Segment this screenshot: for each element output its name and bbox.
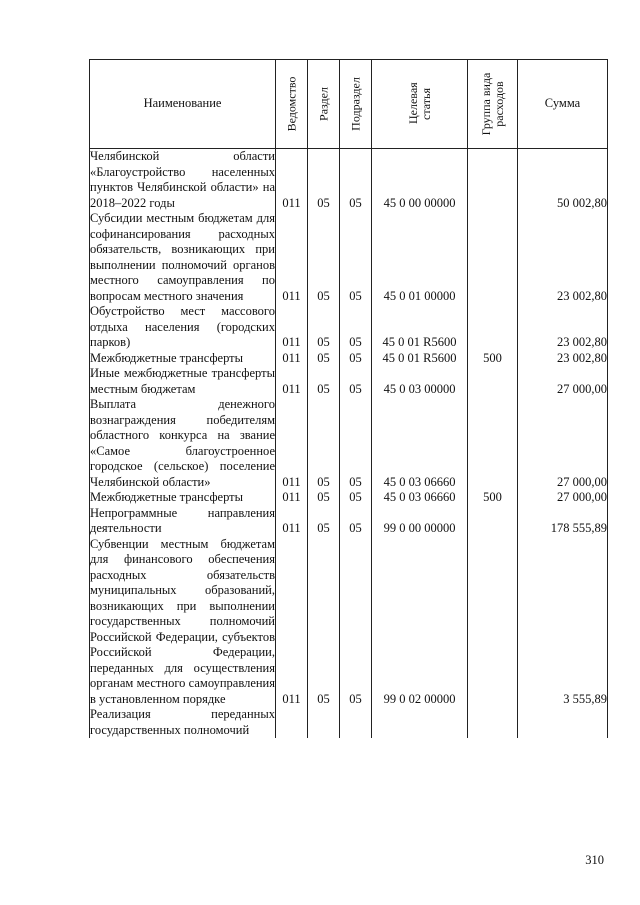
- row-razdel: 05: [308, 506, 340, 537]
- row-razdel: 05: [308, 149, 340, 212]
- row-gruppa: [468, 707, 518, 738]
- row-summa: 50 002,80: [518, 149, 608, 212]
- row-tselevaya-statya: 45 0 01 00000: [372, 211, 468, 304]
- table-row: [90, 506, 608, 537]
- row-razdel: [308, 707, 340, 738]
- row-name: Выплата денежного вознаграждения победителям областного конкурса на звание «Самое благоустроенное городское (сельское) поселение Челябинской области»: [90, 397, 275, 489]
- row-vedomstvo: 011: [276, 211, 308, 304]
- row-name: Обустройство мест массового отдыха населения (городских парков): [90, 304, 275, 349]
- row-razdel: 05: [308, 490, 340, 506]
- row-podrazdel: 05: [340, 211, 372, 304]
- page-number: 310: [585, 853, 604, 867]
- table-row: [90, 149, 608, 212]
- table-row: [90, 351, 608, 367]
- row-vedomstvo: 011: [276, 506, 308, 537]
- row-tselevaya-statya: 99 0 02 00000: [372, 537, 468, 708]
- row-tselevaya-statya: [372, 707, 468, 738]
- row-vedomstvo: [276, 707, 308, 738]
- row-name: Иные межбюджетные трансферты местным бюджетам: [90, 366, 275, 396]
- table-row: [90, 397, 608, 490]
- row-summa: 23 002,80: [518, 351, 608, 367]
- row-gruppa: 500: [468, 490, 518, 506]
- budget-table: [89, 59, 608, 738]
- row-podrazdel: 05: [340, 366, 372, 397]
- row-tselevaya-statya: 45 0 01 R5600: [372, 304, 468, 351]
- row-tselevaya-statya: 45 0 03 06660: [372, 397, 468, 490]
- row-podrazdel: 05: [340, 537, 372, 708]
- row-gruppa: [468, 149, 518, 212]
- row-summa: 27 000,00: [518, 397, 608, 490]
- row-summa: 23 002,80: [518, 211, 608, 304]
- row-razdel: 05: [308, 211, 340, 304]
- header-gruppa-vida-rashodov: Группа вида расходов: [468, 60, 518, 149]
- row-tselevaya-statya: 45 0 01 R5600: [372, 351, 468, 367]
- row-name: Реализация переданных государственных полномочий: [90, 707, 275, 737]
- row-vedomstvo: 011: [276, 537, 308, 708]
- row-podrazdel: 05: [340, 490, 372, 506]
- row-name: Межбюджетные трансферты: [90, 490, 276, 506]
- table-header-row: [90, 60, 608, 149]
- row-summa: 23 002,80: [518, 304, 608, 351]
- header-vedomstvo: Ведомство: [276, 60, 308, 149]
- row-razdel: 05: [308, 397, 340, 490]
- row-podrazdel: 05: [340, 506, 372, 537]
- table-row: [90, 707, 608, 738]
- row-podrazdel: [340, 707, 372, 738]
- table-row: [90, 366, 608, 397]
- row-gruppa: [468, 304, 518, 351]
- row-tselevaya-statya: 45 0 00 00000: [372, 149, 468, 212]
- table-row: [90, 490, 608, 506]
- row-tselevaya-statya: 45 0 03 00000: [372, 366, 468, 397]
- row-summa: 27 000,00: [518, 490, 608, 506]
- row-vedomstvo: 011: [276, 490, 308, 506]
- row-summa: [518, 707, 608, 738]
- row-summa: 178 555,89: [518, 506, 608, 537]
- row-name: Непрограммные направления деятельности: [90, 505, 275, 535]
- header-name: Наименование: [90, 60, 276, 149]
- header-podrazdel: Подраздел: [340, 60, 372, 149]
- row-podrazdel: 05: [340, 397, 372, 490]
- row-summa: 3 555,89: [518, 537, 608, 708]
- row-gruppa: [468, 211, 518, 304]
- row-vedomstvo: 011: [276, 397, 308, 490]
- row-vedomstvo: 011: [276, 366, 308, 397]
- row-razdel: 05: [308, 304, 340, 351]
- row-vedomstvo: 011: [276, 149, 308, 212]
- row-razdel: 05: [308, 537, 340, 708]
- row-podrazdel: 05: [340, 304, 372, 351]
- row-gruppa: 500: [468, 351, 518, 367]
- row-razdel: 05: [308, 351, 340, 367]
- row-gruppa: [468, 537, 518, 708]
- row-name: Челябинской области «Благоустройство населенных пунктов Челябинской области» на 2018–2022 годы: [90, 149, 275, 210]
- row-gruppa: [468, 366, 518, 397]
- header-summa: Сумма: [518, 60, 608, 149]
- row-vedomstvo: 011: [276, 351, 308, 367]
- header-razdel: Раздел: [308, 60, 340, 149]
- row-summa: 27 000,00: [518, 366, 608, 397]
- row-tselevaya-statya: 99 0 00 00000: [372, 506, 468, 537]
- row-razdel: 05: [308, 366, 340, 397]
- header-tselevaya-statya: Целевая статья: [372, 60, 468, 149]
- row-name: Субсидии местным бюджетам для софинансирования расходных обязательств, возникающих при выполнении полномочий органов местного самоуправления по вопросам местного значения: [90, 211, 275, 303]
- row-name: Межбюджетные трансферты: [90, 351, 276, 367]
- row-vedomstvo: 011: [276, 304, 308, 351]
- row-podrazdel: 05: [340, 351, 372, 367]
- table-row: [90, 211, 608, 304]
- row-name: Субвенции местным бюджетам для финансового обеспечения расходных обязательств муниципальных образований, возникающих при выполнении государственных полномочий Российской Федерации, субъектов Российской Федерации, переданных для осуществления органам местного самоуправления в установленном порядке: [90, 536, 275, 706]
- table-row: [90, 304, 608, 351]
- table-row: [90, 537, 608, 708]
- row-tselevaya-statya: 45 0 03 06660: [372, 490, 468, 506]
- row-podrazdel: 05: [340, 149, 372, 212]
- row-gruppa: [468, 506, 518, 537]
- row-gruppa: [468, 397, 518, 490]
